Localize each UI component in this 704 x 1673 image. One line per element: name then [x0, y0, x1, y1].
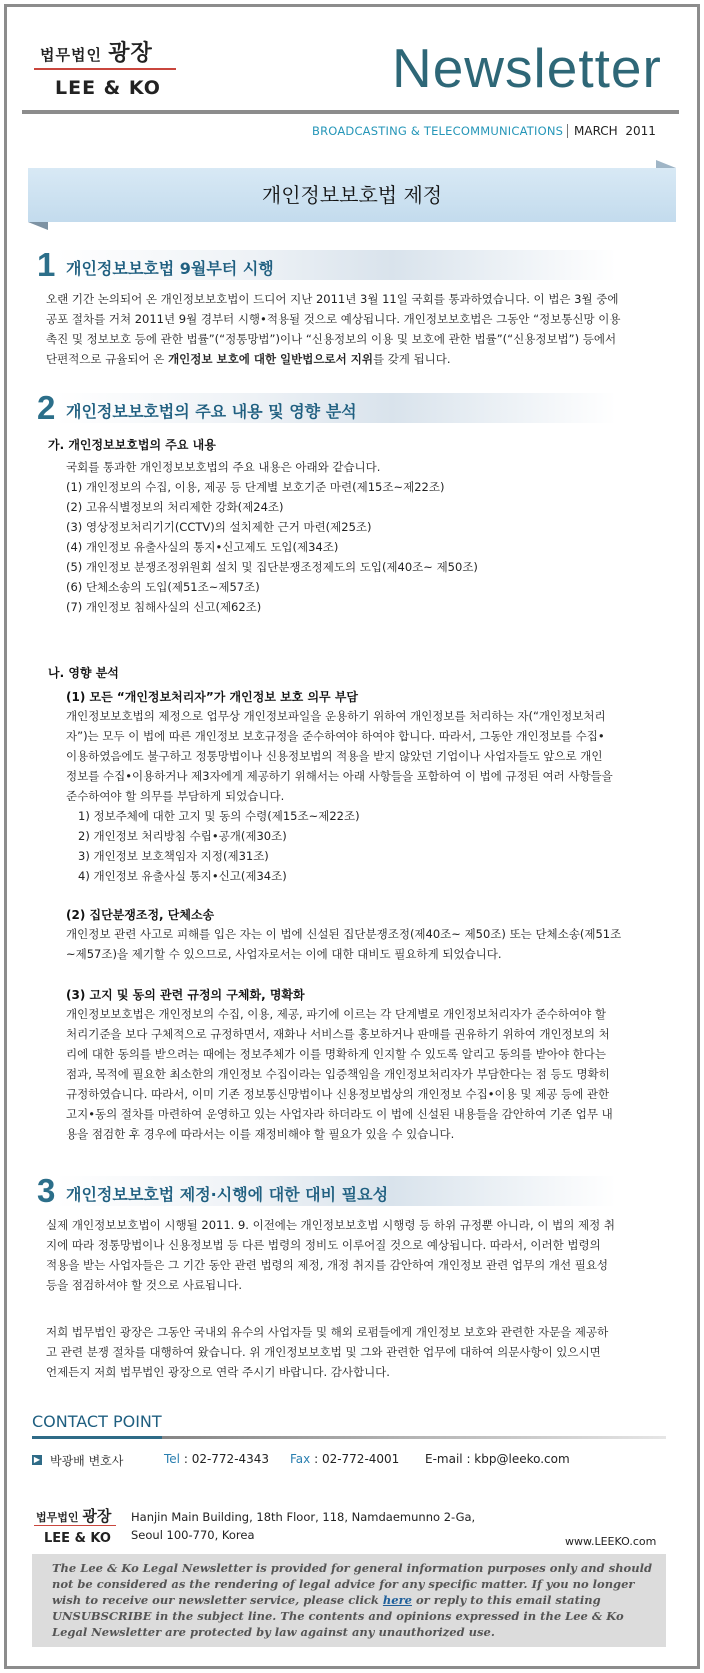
- section-3-line: 언제든지 저희 법무법인 광장으로 연락 주시기 바랍니다. 감사합니다.: [46, 1365, 390, 1379]
- disclaimer-run: or reply to this email stating UNSUBSCRIBE in the subject line. The contents and opinions expressed in the Lee & Ko Legal Newsletter are protected by law against any unauthorized use.: [52, 1593, 624, 1639]
- header-rule: [22, 110, 679, 114]
- list-item: (6) 단체소송의 도입(제51조~제57조): [66, 580, 260, 594]
- tel-label: Tel: [164, 1452, 181, 1466]
- logo-prefix: 법무법인: [40, 46, 102, 64]
- footer-address: [131, 1508, 475, 1544]
- section-3-paragraph-1: [46, 1215, 615, 1295]
- footer-website[interactable]: www.LEEKO.com: [565, 1535, 657, 1548]
- na1-line: 준수하여야 할 의무를 부담하게 되었습니다.: [66, 789, 285, 803]
- list-item: 1) 정보주체에 대한 고지 및 동의 수령(제15조~제22조): [78, 809, 360, 823]
- section-1-line: 공포 절차를 거쳐 2011년 9월 경부터 시행•적용될 것으로 예상됩니다. 개인정보보호법은 그동안 “정보통신망 이용: [46, 312, 621, 326]
- list-item: 4) 개인정보 유출사실 통지•신고(제34조): [78, 869, 287, 883]
- na3-title: (3) 고지 및 동의 관련 규정의 구체화, 명확화: [66, 988, 305, 1002]
- disclaimer-run: The Lee & Ko Legal Newsletter is provided for general information purposes only and should not be considered as the rendering of legal advice for any specific matter. If you no longer wish to receive our newsletter service, please click: [52, 1561, 652, 1607]
- section-2-title: 개인정보보호법의 주요 내용 및 영향 분석: [66, 402, 357, 421]
- na3-line: 점과, 목적에 필요한 최소한의 개인정보 수집이라는 입증책임을 개인정보처리자가 부담한다는 점 등도 명확히: [66, 1067, 610, 1081]
- issue-month: MARCH: [574, 124, 618, 138]
- footer-logo-korean: [36, 1505, 111, 1526]
- na2-line: 개인정보 관련 사고로 피해를 입은 자는 이 법에 신설된 집단분쟁조정(제40조~ 제50조) 또는 단체소송(제51조: [66, 927, 622, 941]
- section-3-line: 적용을 받는 사업자들은 그 기간 동안 관련 법령의 제정, 개정 취지를 감안하여 개인정보 관련 업무의 개선 필요성: [46, 1258, 609, 1272]
- section-1-line: 촉진 및 정보보호 등에 관한 법률”(“정통망법”)이나 “신용정보의 이용 및 보호에 관한 법률”(“신용정보법”) 등에서: [46, 332, 617, 346]
- contact-fax: [290, 1452, 399, 1466]
- na1-line: 개인정보보호법의 제정으로 업무상 개인정보파일을 운용하기 위하여 개인정보를 처리하는 자(“개인정보처리: [66, 709, 606, 723]
- contact-tel: [164, 1452, 269, 1466]
- section-3-line: 지에 따라 정통망법이나 신용정보법 등 다른 법령의 정비도 이루어질 것으로 예상됩니다. 따라서, 이러한 법령의: [46, 1238, 601, 1252]
- na1-body: [66, 706, 613, 806]
- text-run: 를 갖게 됩니다.: [372, 352, 451, 366]
- tel-value: : 02-772-4343: [180, 1452, 270, 1466]
- na2-line: ~제57조)을 제기할 수 있으므로, 사업자로서는 이에 대한 대비도 필요하게 되었습니다.: [66, 947, 502, 961]
- section-3-line: 실제 개인정보보호법이 시행될 2011. 9. 이전에는 개인정보보호법 시행령 등 하위 규정뿐 아니라, 이 법의 제정 취: [46, 1218, 615, 1232]
- logo-divider: [34, 68, 176, 70]
- footer-logo-divider: [34, 1525, 116, 1526]
- newsletter-category: BROADCASTING & TELECOMMUNICATIONS: [312, 124, 564, 138]
- subsection-ga-list: [66, 457, 478, 617]
- na3-body: [66, 1004, 613, 1144]
- section-3-paragraph-2: [46, 1322, 608, 1382]
- na2-body: [66, 924, 621, 964]
- na1-line: 이용하였음에도 불구하고 정통망법이나 신용정보법의 적용을 받지 않았던 기업이나 사업자들도 앞으로 개인: [66, 749, 603, 763]
- banner-fold-right: [656, 160, 676, 168]
- na1-line: 정보를 수집•이용하거나 제3자에게 제공하기 위해서는 아래 사항들을 포함하여 이 법에 규정된 여러 사항들을: [66, 769, 613, 783]
- issue-year: 2011: [625, 124, 656, 138]
- list-item: 3) 개인정보 보호책임자 지정(제31조): [78, 849, 269, 863]
- section-3-title: 개인정보보호법 제정·시행에 대한 대비 필요성: [66, 1185, 389, 1204]
- arrow-right-icon: ▶: [33, 1455, 41, 1464]
- contact-heading: CONTACT POINT: [32, 1412, 162, 1431]
- section-1-line-last: [46, 349, 658, 369]
- address-line: Seoul 100-770, Korea: [131, 1528, 255, 1542]
- contact-email[interactable]: E-mail : kbp@leeko.com: [425, 1452, 570, 1466]
- section-1-line: 오랜 기간 논의되어 온 개인정보보호법이 드디어 지난 2011년 3월 11일 국회를 통과하였습니다. 이 법은 3월 중에: [46, 292, 619, 306]
- logo-korean: [40, 36, 153, 67]
- na3-line: 고지•동의 절차를 마련하여 운영하고 있는 사업자라 하더라도 이 법에 신설된 내용들을 감안하여 기존 업무 내: [66, 1107, 613, 1121]
- unsubscribe-link[interactable]: here: [382, 1593, 412, 1607]
- na1-line: 자”)는 모두 이 법에 따른 개인정보 보호규정을 준수하여야 하여야 합니다. 따라서, 그동안 개인정보를 수집•: [66, 729, 605, 743]
- section-3-line: 고 관련 분쟁 절차를 대행하여 왔습니다. 위 개인정보보호법 및 그와 관련한 업무에 대하여 의문사항이 있으시면: [46, 1345, 601, 1359]
- masthead-title: Newsletter: [392, 37, 662, 99]
- subsection-na-title: 나. 영향 분석: [48, 666, 119, 680]
- list-item: (2) 고유식별정보의 처리제한 강화(제24조): [66, 500, 284, 514]
- na3-line: 용을 점검한 후 경우에 따라서는 이를 재정비해야 할 필요가 있을 수 있습니다.: [66, 1127, 455, 1141]
- section-3-number: 3: [37, 1172, 56, 1209]
- contact-rule-accent: [32, 1436, 162, 1439]
- footer-logo-english: LEE & KO: [44, 1531, 111, 1546]
- list-item: (4) 개인정보 유출사실의 통지•신고제도 도입(제34조): [66, 540, 339, 554]
- list-item: (5) 개인정보 분쟁조정위원회 설치 및 집단분쟁조정제도의 도입(제40조~ 제50조): [66, 560, 478, 574]
- fax-label: Fax: [290, 1452, 311, 1466]
- banner-fold-left: [28, 222, 48, 230]
- list-item: 2) 개인정보 처리방침 수립•공개(제30조): [78, 829, 287, 843]
- logo-english: LEE & KO: [55, 77, 161, 99]
- issue-date: [574, 124, 656, 138]
- section-1-number: 1: [37, 246, 56, 283]
- article-title: 개인정보보호법 제정: [261, 183, 443, 207]
- na3-line: 규정하였습니다. 따라서, 이미 기존 정보통신망법이나 신용정보법상의 개인정보 수집•이용 및 제공 등에 관한: [66, 1087, 610, 1101]
- footer-logo-prefix: 법무법인: [36, 1511, 79, 1524]
- na2-title: (2) 집단분쟁조정, 단체소송: [66, 908, 215, 922]
- na3-line: 리에 대한 동의를 받으려는 때에는 정보주체가 이를 명확하게 인지할 수 있도록 알리고 동의를 받아야 한다는: [66, 1047, 606, 1061]
- section-1-title: 개인정보보호법 9월부터 시행: [66, 259, 274, 278]
- list-item: (1) 개인정보의 수집, 이용, 제공 등 단계별 보호기준 마련(제15조~제22조): [66, 480, 445, 494]
- list-item: (3) 영상정보처리기기(CCTV)의 설치제한 근거 마련(제25조): [66, 520, 372, 534]
- subsection-ga-title: 가. 개인정보보호법의 주요 내용: [48, 438, 216, 452]
- address-line: Hanjin Main Building, 18th Floor, 118, Namdaemunno 2-Ga,: [131, 1510, 476, 1524]
- footer-logo-name: 광장: [82, 1507, 112, 1525]
- na1-title: (1) 모든 “개인정보처리자”가 개인정보 보호 의무 부담: [66, 690, 358, 704]
- issue-divider: [567, 124, 568, 138]
- na3-line: 개인정보보호법은 개인정보의 수집, 이용, 제공, 파기에 이르는 각 단계별로 개인정보처리자가 준수하여야 할: [66, 1007, 606, 1021]
- logo-name: 광장: [108, 41, 153, 66]
- ga-intro: 국회를 통과한 개인정보보호법의 주요 내용은 아래와 같습니다.: [66, 460, 381, 474]
- fax-value: : 02-772-4001: [310, 1452, 400, 1466]
- na3-line: 처리기준을 보다 구체적으로 규정하면서, 재화나 서비스를 홍보하거나 판매를 권유하기 위하여 개인정보의 처: [66, 1027, 610, 1041]
- section-2-number: 2: [37, 389, 56, 426]
- bold-text-run: 개인정보 보호에 대한 일반법으로서 지위: [168, 352, 373, 366]
- disclaimer-text: [52, 1560, 656, 1640]
- section-3-line: 저희 법무법인 광장은 그동안 국내외 유수의 사업자들 및 해외 로펌들에게 개인정보 보호와 관련한 자문을 제공하: [46, 1325, 609, 1339]
- section-3-line: 등을 점검하셔야 할 것으로 사료됩니다.: [46, 1278, 243, 1292]
- contact-name: 박광배 변호사: [50, 1454, 124, 1468]
- list-item: (7) 개인정보 침해사실의 신고(제62조): [66, 600, 262, 614]
- text-run: 단편적으로 규율되어 온: [46, 352, 169, 366]
- na1-list: [78, 806, 360, 886]
- section-1-body: [46, 289, 658, 369]
